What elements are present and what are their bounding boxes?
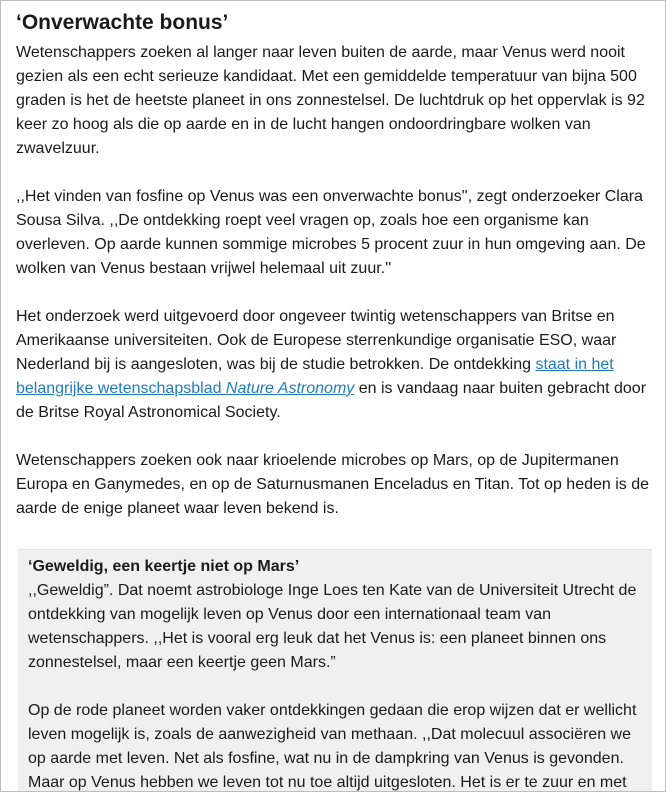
paragraph-3-text-before: Het onderzoek werd uitgevoerd door ongeveer twintig wetenschappers van Britse en Amerikaanse universiteiten. Ook de Europese sterrenkundige organisatie ESO, waar Nederland bij is aangesloten, was bij de studie betrokken. De ontdekking [16, 308, 617, 373]
sidebox-content [18, 550, 652, 792]
sidebox-paragraph-1: ,,Geweldig”. Dat noemt astrobiologe Inge Loes ten Kate van de Universiteit Utrecht de ontdekking van mogelijk leven op Venus door een internationaal team van wetenschappers. ,,Het is vooral erg leuk dat het Venus is: een planeet binnen ons zonnestelsel, maar een keertje geen Mars.” [28, 582, 637, 671]
paragraph-3-text-after: en is vandaag naar buiten gebracht door de Britse Royal Astronomical Society. [16, 380, 647, 421]
sidebox-heading: ‘Geweldig, een keertje niet op Mars’ [28, 558, 300, 575]
link-text[interactable]: staat in het belangrijke wetenschapsblad [16, 356, 614, 397]
sidebox-paragraph-2: Op de rode planeet worden vaker ontdekkingen gedaan die erop wijzen dat er wellicht leven mogelijk is, zoals de aanwezigheid van methaan. ,,Dat molecuul associëren we op aarde met leven. Net als fosfine, wat nu in de dampkring van Venus is gevonden. Maar op Venus hebben we leven tot nu toe altijd uitgesloten. Het is er te zuur en met [28, 702, 637, 791]
article-body [16, 1, 656, 521]
link-italic-text[interactable]: Nature Astronomy [225, 380, 355, 397]
paragraph-4: Wetenschappers zoeken ook naar krioelende microbes op Mars, op de Jupitermanen Europa en Ganymedes, en op de Saturnusmanen Enceladus en Titan. Tot op heden is de aarde de enige planeet waar leven bekend is. [16, 452, 650, 517]
paragraph-2: ,,Het vinden van fosfine op Venus was een onverwachte bonus'', zegt onderzoeker Clara Sousa Silva. ,,De ontdekking roept veel vragen op, zoals hoe een organisme kan overleven. Op aarde kunnen sommige microbes 5 procent zuur in hun omgeving aan. De wolken van Venus bestaan vrijwel helemaal uit zuur.'' [16, 188, 646, 277]
paragraph-3 [16, 305, 656, 425]
section-heading: ‘Onverwachte bonus’ [16, 11, 229, 34]
quote-sidebox [18, 549, 652, 792]
paragraph-1: Wetenschappers zoeken al langer naar leven buiten de aarde, maar Venus werd nooit gezien als een echt serieuze kandidaat. Met een gemiddelde temperatuur van bijna 500 graden is het de heetste planeet in ons zonnestelsel. De luchtdruk op het oppervlak is 92 keer zo hoog als die op aarde en in de lucht hangen ondoordringbare wolken van zwavelzuur. [16, 44, 645, 157]
